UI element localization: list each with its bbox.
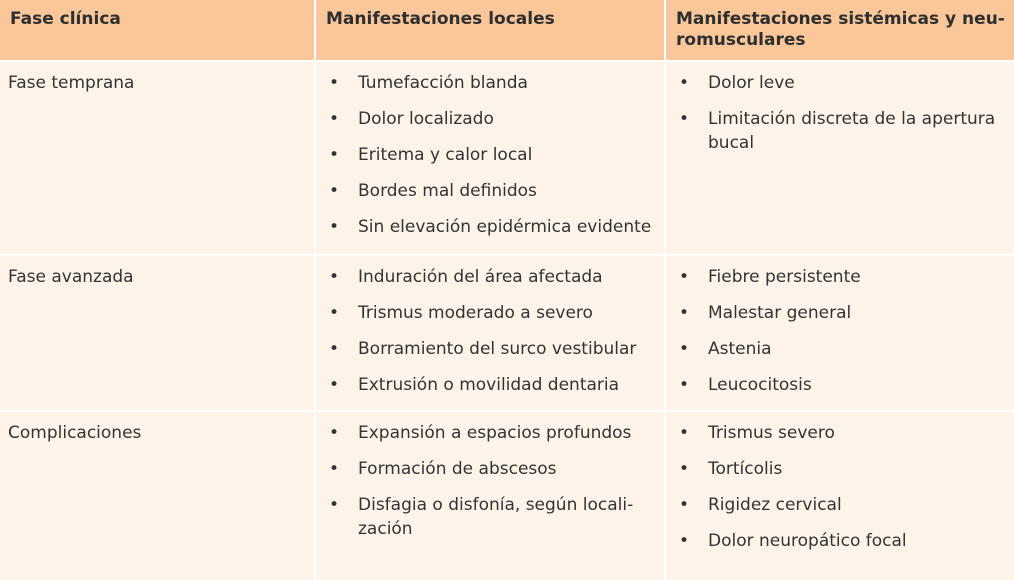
- list-item-text: Malestar general: [708, 303, 852, 323]
- list-item: [326, 493, 654, 541]
- list-item: [326, 71, 654, 95]
- list-item: [326, 301, 654, 325]
- bullet-icon: •: [679, 375, 690, 395]
- list-item-text: Disfagia o disfonía, según locali-zación: [358, 495, 634, 539]
- bullet-icon: •: [329, 459, 340, 479]
- phase-cell: Fase avanzada: [0, 256, 314, 410]
- local-list: [326, 421, 654, 541]
- systemic-cell: [666, 256, 1014, 410]
- bullet-icon: •: [329, 181, 340, 201]
- phase-cell: Complicaciones: [0, 412, 314, 580]
- bullet-icon: •: [679, 109, 690, 129]
- list-item-text: Tumefacción blanda: [358, 73, 528, 93]
- list-item-text: Induración del área afectada: [358, 267, 603, 287]
- local-list: [326, 265, 654, 397]
- list-item-text: Borramiento del surco vestibular: [358, 339, 637, 359]
- list-item: [326, 179, 654, 203]
- bullet-icon: •: [329, 145, 340, 165]
- bullet-icon: •: [329, 375, 340, 395]
- bullet-icon: •: [679, 531, 690, 551]
- list-item: [326, 215, 654, 239]
- list-item-text: Dolor localizado: [358, 109, 494, 129]
- list-item-text: Dolor neuropático focal: [708, 531, 907, 551]
- bullet-icon: •: [679, 303, 690, 323]
- list-item: [676, 265, 1006, 289]
- list-item: [326, 265, 654, 289]
- list-item-text: Bordes mal definidos: [358, 181, 537, 201]
- header-manifestaciones-sistemicas: [666, 0, 1014, 60]
- bullet-icon: •: [329, 267, 340, 287]
- list-item: [676, 71, 1006, 95]
- header-line-2: romusculares: [676, 30, 806, 50]
- list-item: [326, 421, 654, 445]
- list-item: [326, 457, 654, 481]
- list-item: [676, 301, 1006, 325]
- list-item: [676, 457, 1006, 481]
- bullet-icon: •: [329, 109, 340, 129]
- list-item-text: Expansión a espacios profundos: [358, 423, 632, 443]
- list-item: [676, 529, 1006, 553]
- bullet-icon: •: [329, 217, 340, 237]
- list-item-text: Formación de abscesos: [358, 459, 557, 479]
- list-item-text: Limitación discreta de la apertura bucal: [708, 109, 996, 153]
- systemic-list: [676, 265, 1006, 397]
- list-item-text: Extrusión o movilidad dentaria: [358, 375, 620, 395]
- bullet-icon: •: [329, 303, 340, 323]
- list-item-text: Dolor leve: [708, 73, 795, 93]
- systemic-list: [676, 71, 1006, 155]
- local-cell: [316, 62, 664, 254]
- systemic-list: [676, 421, 1006, 553]
- list-item-text: Trismus moderado a severo: [358, 303, 593, 323]
- bullet-icon: •: [329, 495, 340, 515]
- bullet-icon: •: [329, 339, 340, 359]
- header-line-1: Manifestaciones sistémicas y neu-: [676, 9, 1005, 29]
- header-fase-clinica: Fase clínica: [0, 0, 314, 60]
- list-item-text: Leucocitosis: [708, 375, 812, 395]
- list-item: [676, 493, 1006, 517]
- phase-cell: Fase temprana: [0, 62, 314, 254]
- systemic-cell: [666, 62, 1014, 254]
- bullet-icon: •: [679, 495, 690, 515]
- bullet-icon: •: [679, 423, 690, 443]
- list-item-text: Trismus severo: [708, 423, 835, 443]
- list-item-text: Eritema y calor local: [358, 145, 533, 165]
- list-item: [676, 337, 1006, 361]
- list-item: [326, 337, 654, 361]
- bullet-icon: •: [679, 339, 690, 359]
- local-list: [326, 71, 654, 239]
- list-item-text: Astenia: [708, 339, 772, 359]
- list-item: [676, 107, 1006, 155]
- list-item: [676, 373, 1006, 397]
- local-cell: [316, 412, 664, 580]
- list-item: [676, 421, 1006, 445]
- list-item: [326, 107, 654, 131]
- bullet-icon: •: [679, 73, 690, 93]
- list-item: [326, 143, 654, 167]
- bullet-icon: •: [679, 267, 690, 287]
- list-item: [326, 373, 654, 397]
- bullet-icon: •: [679, 459, 690, 479]
- list-item-text: Fiebre persistente: [708, 267, 861, 287]
- local-cell: [316, 256, 664, 410]
- bullet-icon: •: [329, 423, 340, 443]
- list-item-text: Sin elevación epidérmica evidente: [358, 217, 652, 237]
- list-item-text: Rigidez cervical: [708, 495, 842, 515]
- header-manifestaciones-locales: Manifestaciones locales: [316, 0, 664, 60]
- bullet-icon: •: [329, 73, 340, 93]
- systemic-cell: [666, 412, 1014, 580]
- list-item-text: Tortícolis: [708, 459, 783, 479]
